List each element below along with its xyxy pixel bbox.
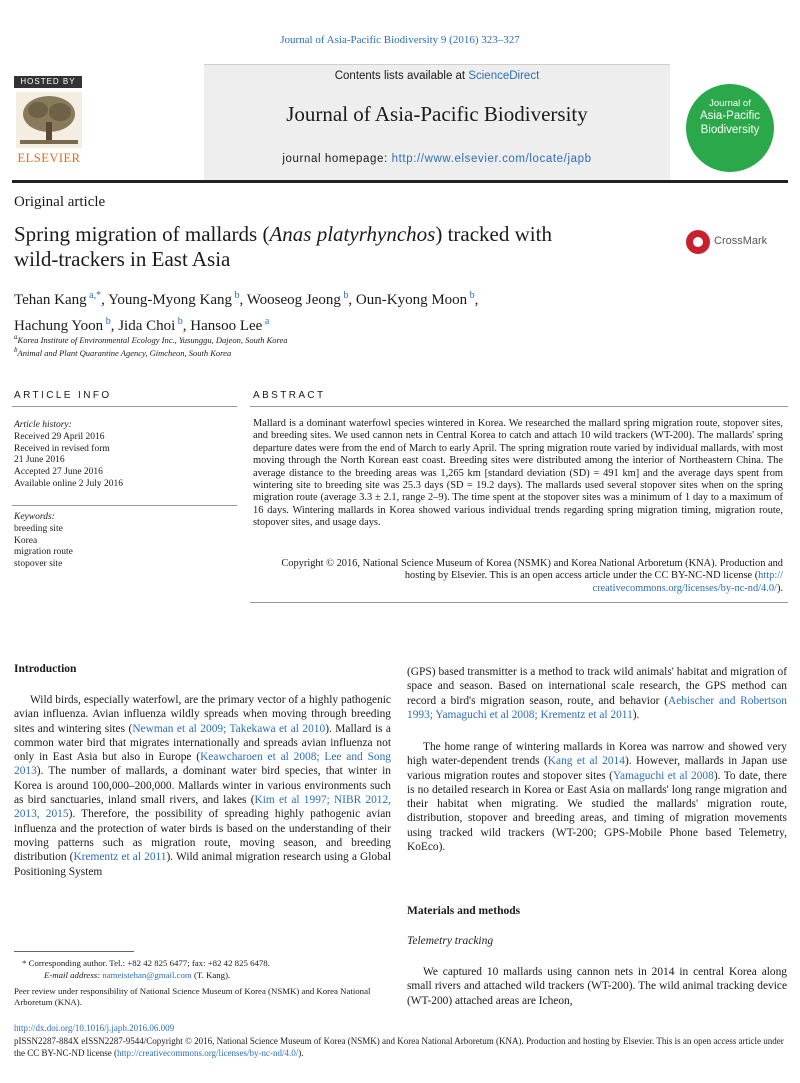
author-affiliation-marker[interactable]: b	[231, 290, 240, 301]
author-affiliation-marker[interactable]: a,*	[86, 290, 102, 301]
email-link[interactable]: nameistehan@gmail.com	[102, 970, 192, 980]
keyword-list	[14, 524, 239, 571]
abstract-label: ABSTRACT	[253, 390, 326, 401]
crossmark-button[interactable]	[686, 230, 786, 254]
keywords-heading: Keywords:	[14, 512, 55, 522]
author-separator: ,	[101, 292, 109, 308]
materials-methods-heading: Materials and methods	[407, 905, 521, 917]
abstract-rule-top	[250, 406, 788, 407]
affiliation-b-text: Animal and Plant Quarantine Agency, Gimcheon, South Korea	[17, 347, 232, 358]
history-item: 21 June 2016	[14, 455, 65, 466]
citation-link[interactable]: Kang et al 2014	[547, 755, 625, 768]
right-paragraph-2	[407, 740, 787, 854]
telemetry-heading: Telemetry tracking	[407, 935, 494, 947]
abstract-copyright-text: Copyright © 2016, National Science Museum of Korea (NSMK) and Korea National Arboretum (KNA). Production and hosting by Elsevier. This is an open access article under the CC BY-NC-ND license (	[281, 558, 783, 582]
sciencedirect-link[interactable]: ScienceDirect	[468, 70, 540, 82]
crossmark-label: CrossMark	[714, 235, 768, 247]
right-paragraph-1	[407, 665, 787, 722]
introduction-paragraph-1	[14, 693, 391, 879]
issn-license-link[interactable]: http://creativecommons.org/licenses/by-nc-nd/4.0/	[117, 1047, 299, 1058]
citation-link[interactable]: Kim et al 1997; NIBR 2012, 2013, 2015	[14, 794, 391, 821]
paragraph-text: Wild birds, especially waterfowl, are the primary vector of a highly pathogenic avian influenza. Avian influenza wildly spreads when moving through breeding sites and wintering sites (	[14, 694, 391, 735]
paragraph-text: ). The number of mallards, a dominant water bird species, that winter in Korea is around 100,000–200,000. Mallards winter in various environments such as bird sanctuaries, inland small rivers, and lakes (	[14, 765, 391, 807]
email-suffix: (T. Kang).	[191, 970, 231, 980]
paragraph-text: ). Mallard is a common water bird that migrates internationally and spreads avian influenza not only in East Asia but also in Europe (	[14, 722, 391, 764]
journal-citation[interactable]: Journal of Asia-Pacific Biodiversity 9 (2016) 323–327	[280, 34, 520, 46]
introduction-heading: Introduction	[14, 663, 77, 675]
journal-homepage	[204, 153, 670, 165]
abstract-copyright	[253, 558, 783, 595]
license-link-part-2[interactable]: creativecommons.org/licenses/by-nc-nd/4.0/	[592, 582, 777, 594]
author-name[interactable]: Tehan Kang	[14, 292, 87, 308]
footnote-rule	[14, 951, 134, 952]
info-rule-mid	[12, 505, 237, 506]
badge-line-2: Asia-Pacific	[699, 110, 761, 122]
affiliation-b	[14, 346, 231, 358]
affiliation-a	[14, 333, 288, 345]
telemetry-paragraph: We captured 10 mallards using cannon nets in 2014 in central Korea along small rivers and attached wild trackers (WT-200). The wild animal tracking device (WT-200) attached areas are Icheon,	[407, 966, 787, 1007]
author-separator: ,	[182, 318, 191, 334]
title-part-2: ) tracked with	[435, 222, 552, 246]
keyword-item: stopover site	[14, 559, 63, 570]
email-label: E-mail address:	[44, 970, 103, 980]
history-item: Accepted 27 June 2016	[14, 467, 103, 478]
journal-cover-badge[interactable]	[686, 84, 774, 172]
article-type: Original article	[14, 194, 106, 210]
contents-line	[204, 70, 670, 82]
keyword-item: migration route	[14, 547, 73, 558]
author-affiliation-marker[interactable]: b	[175, 316, 183, 327]
citation-link[interactable]: Yamaguchi et al 2008	[612, 769, 714, 782]
history-item: Received 29 April 2016	[14, 431, 105, 442]
author-name[interactable]: Oun-Kyong Moon	[355, 292, 468, 308]
contents-prefix: Contents lists available at	[334, 70, 469, 82]
email-note	[14, 970, 391, 981]
author-affiliation-marker[interactable]: b	[340, 290, 349, 301]
title-line-2: wild-trackers in East Asia	[14, 247, 231, 271]
corresponding-author-note: * Corresponding author. Tel.: +82 42 825 6477; fax: +82 42 825 6478.	[22, 958, 270, 968]
badge-line-1: Journal of	[709, 98, 751, 109]
history-list	[14, 432, 239, 491]
author-affiliation-marker[interactable]: a	[262, 316, 270, 327]
author-separator: ,	[110, 318, 119, 334]
paragraph-text: ). To date, there is no detailed research in Korea or East Asia on mallards' long range migration and their habitat when migrating. We studied the mallards' migration route, distribution, stopover and breeding areas, and timing of migration movements using tracked wild trackers (WT-200; GPS-Mobile Phone based Telemetry, KoEco).	[407, 769, 787, 854]
affiliation-a-text: Korea Institute of Environmental Ecology Inc., Yusunggu, Dajeon, South Korea	[17, 334, 288, 345]
author-separator: ,	[239, 292, 247, 308]
author-name[interactable]: Hansoo Lee	[190, 318, 263, 334]
paragraph-text: ). Therefore, the possibility of spreading highly pathogenic avian influenza and the protection of water birds is based on the understanding of their moving patterns such as migration route, moving season, and breeding distribution (	[14, 808, 391, 864]
article-history	[14, 420, 239, 491]
abstract-rule-bottom	[250, 602, 788, 603]
paragraph-text: (GPS) based transmitter is a method to track wild animals' habitat and migration of space and season. Based on international scale research, the GPS method can record a bird's migration season, route, and behavior (	[407, 666, 787, 707]
header-rule	[12, 180, 788, 183]
abstract-text: Mallard is a dominant waterfowl species wintered in Korea. We researched the mallard spring migration route, stopover sites, and breeding sites. We used cannon nets in Central Korea to catch and attach 10 wild trackers (WT-200). The mallards' spring departure dates were from the end of March to early April. The spring migration route varied by individual mallards, with most moving through the North Korean east coast. Breeding sites were distributed among the interior of Northeastern China. The average distance to the breeding areas was 1,265 km [standard deviation (SD) = 491 km] and the average days spent from wintering site to breeding site was 25.3 days (SD = 19.2 days). The mallards used several stopover sites when on the spring migration route (average 3.3 ± 2.1, range 2–9). The time spent at the stopover sites was a minimum of 1 day to a maximum of 16 days. Wintering mallards in Korea showed various individual trends regarding spring migration timing, migration route, stopover sites, and usage days.	[253, 418, 783, 529]
journal-title: Journal of Asia-Pacific Biodiversity	[286, 102, 588, 126]
title-part-1: Spring migration of mallards (	[14, 222, 270, 246]
author-name[interactable]: Young-Myong Kang	[108, 292, 232, 308]
paragraph-text: ). However, mallards in Japan use various migration routes and stopover sites (	[407, 755, 788, 782]
paragraph-text: ).	[632, 708, 640, 721]
badge-line-3: Biodiversity	[700, 124, 760, 136]
author-separator: ,	[348, 292, 356, 308]
homepage-link[interactable]: http://www.elsevier.com/locate/japb	[391, 153, 592, 165]
article-info-label: ARTICLE INFO	[14, 390, 112, 401]
citation-link[interactable]: Keawcharoen et al 2008; Lee and Song 2013	[14, 751, 391, 778]
peer-review-note: Peer review under responsibility of National Science Museum of Korea (NSMK) and Korea National Arboretum (KNA).	[14, 986, 371, 1007]
history-item: Available online 2 July 2016	[14, 478, 124, 489]
crossmark-icon	[686, 230, 710, 254]
author-affiliation-marker[interactable]: b	[467, 290, 475, 301]
author-affiliation-marker[interactable]: b	[103, 316, 111, 327]
issn-text: pISSN2287-884X eISSN2287-9544/Copyright © 2016, National Science Museum of Korea (NSMK) and Korea National Arboretum (KNA). Production and hosting by Elsevier. This is an open access article under the CC BY-NC-ND license (	[14, 1036, 784, 1058]
title-species: Anas platyrhynchos	[269, 222, 436, 246]
keyword-item: breeding site	[14, 523, 63, 534]
history-heading: Article history:	[14, 420, 72, 430]
homepage-prefix: journal homepage:	[282, 153, 392, 165]
author-name[interactable]: Jida Choi	[118, 318, 176, 334]
citation-link[interactable]: Krementz et al 2011	[73, 851, 167, 864]
abstract-copyright-end: ).	[776, 582, 783, 594]
elsevier-tree-logo-icon	[16, 92, 82, 148]
keywords-block	[14, 512, 239, 571]
doi-link[interactable]: http://dx.doi.org/10.1016/j.japb.2016.06.009	[14, 1023, 175, 1033]
article-title	[14, 222, 654, 272]
issn-end: ).	[298, 1047, 304, 1058]
citation-link[interactable]: Aebischer and Robertson 1993; Yamaguchi et al 2008; Krementz et al 2011	[407, 694, 787, 721]
author-name[interactable]: Wooseog Jeong	[246, 292, 341, 308]
info-rule-top	[12, 406, 237, 407]
affiliation-b-marker: b	[14, 346, 18, 354]
license-link-part-1[interactable]: http://	[758, 570, 783, 582]
issn-copyright	[14, 1036, 794, 1059]
paragraph-text: ). Wild animal migration research using a Global Positioning System	[14, 851, 391, 878]
citation-link[interactable]: Newman et al 2009; Takekawa et al 2010	[132, 722, 326, 735]
hosted-by-label: HOSTED BY	[14, 76, 82, 88]
elsevier-wordmark: ELSEVIER	[17, 151, 81, 165]
author-separator: ,	[474, 292, 479, 308]
keyword-item: Korea	[14, 535, 38, 546]
history-item: Received in revised form	[14, 443, 110, 454]
author-list	[14, 285, 654, 337]
paragraph-text: The home range of wintering mallards in Korea was narrow and showed very high water-dependent trends (	[407, 741, 787, 768]
author-name[interactable]: Hachung Yoon	[14, 318, 104, 334]
affiliation-a-marker: a	[14, 333, 18, 341]
